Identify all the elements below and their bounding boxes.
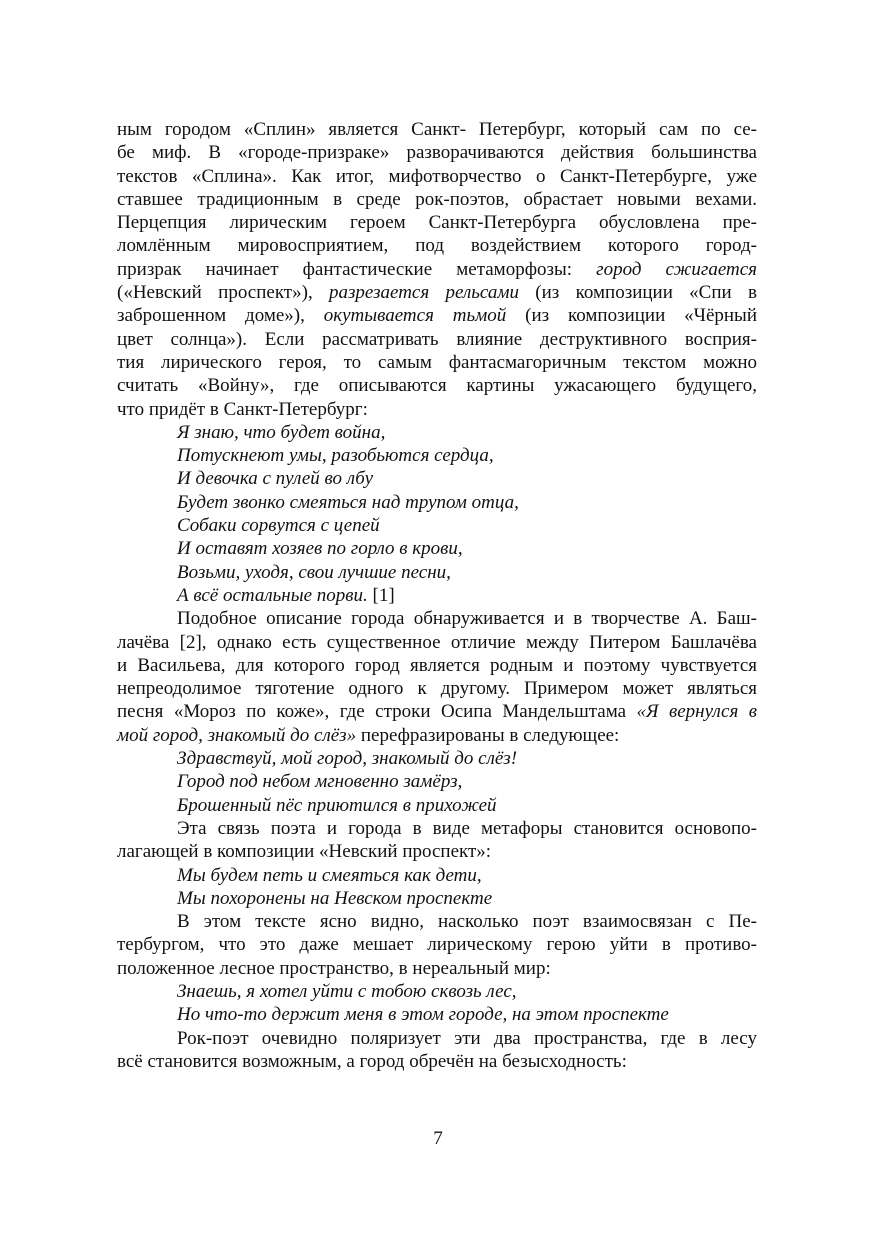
verse-line [177,584,757,607]
text-line: считать «Войну», где описываются картины ужасающего будущего, [117,375,757,397]
verse-line: Возьми, уходя, свои лучшие песни, [177,561,451,583]
text-line: Подобное описание города обнаруживается и в творчестве А. Баш- [177,608,757,630]
text-line: Рок-поэт очевидно поляризует эти два пространства, где в лесу [177,1027,757,1049]
text-span: призрак начинает фантастические метаморфозы: [117,258,597,280]
document-page [117,118,757,1073]
text-line: Перцепция лирическим героем Санкт-Петербурга обусловлена пре- [117,212,757,234]
text-line: текстов «Сплина». Как итог, мифотворчество о Санкт-Петербурге, уже [117,165,757,187]
paragraph-4 [117,910,757,980]
paragraph-1 [117,118,757,421]
text-line: ломлённым мировосприятием, под воздействием которого город- [117,235,757,257]
text-line: В этом тексте ясно видно, насколько поэт взаимосвязан с Пе- [177,911,757,933]
text-span: («Невский проспект»), [117,282,330,304]
italic-quote: «Я вернулся в [636,701,757,723]
verse-block-4 [117,980,757,1027]
verse-line: Собаки сорвутся с цепей [177,515,380,537]
verse-line: Брошенный пёс приютился в прихожей [177,794,497,816]
text-span: (из композиции «Спи в [518,282,757,304]
text-line: что придёт в Санкт-Петербург: [117,398,368,420]
text-span: перефразированы в следующее: [356,724,620,746]
verse-line: Здравствуй, мой город, знакомый до слёз! [177,748,518,770]
italic-quote: мой город, знакомый до слёз» [117,724,357,746]
text-line [117,700,757,723]
verse-line: Мы похоронены на Невском проспекте [177,887,493,909]
text-line: всё становится возможным, а город обречён на безысходность: [117,1050,627,1072]
text-line: непреодолимое тяготение одного к другому. Примером может являться [117,678,757,700]
text-span: (из композиции «Чёрный [506,305,757,327]
text-line: тербургом, что это даже мешает лирическому герою уйти в противо- [117,934,757,956]
text-line: и Васильева, для которого город является родным и поэтому чувствуется [117,654,757,676]
verse-text: А всё остальные порви. [177,584,368,606]
text-line: лагающей в композиции «Невский проспект»: [117,841,492,863]
text-span: песня «Мороз по коже», где строки Осипа Мандельштама [117,701,637,723]
verse-line: И девочка с пулей во лбу [177,468,374,490]
verse-line: Мы будем петь и смеяться как дети, [177,864,482,886]
text-line: цвет солнца»). Если рассматривать влияние деструктивного восприя- [117,328,757,350]
text-line: лачёва [2], однако есть существенное отличие между Питером Башлачёва [117,631,757,653]
paragraph-3 [117,817,757,864]
text-span: заброшенном доме»), [117,305,324,327]
verse-line: Будет звонко смеяться над трупом отца, [177,491,519,513]
text-line: ставшее традиционным в среде рок-поэтов, обрастает новыми вехами. [117,188,757,210]
verse-line: Город под небом мгновенно замёрз, [177,771,463,793]
italic-quote: окутывается тьмой [323,305,507,327]
text-line: тия лирического героя, то самым фантасмагоричным текстом можно [117,351,757,373]
text-line: Эта связь поэта и города в виде метафоры становится основопо- [177,817,757,839]
paragraph-2 [117,607,757,747]
verse-block-3 [117,864,757,911]
text-line: положенное лесное пространство, в нереальный мир: [117,957,551,979]
page-number: 7 [433,1128,443,1149]
text-line: бе миф. В «городе-призраке» разворачиваются действия большинства [117,142,757,164]
italic-quote: разрезается рельсами [329,282,519,304]
citation-ref: [1] [367,584,395,606]
verse-block-2 [117,747,757,817]
text-line [117,724,757,747]
verse-line: Я знаю, что будет война, [177,421,386,443]
verse-line: Но что-то держит меня в этом городе, на этом проспекте [177,1004,669,1026]
italic-quote: город сжигается [596,258,757,280]
paragraph-5 [117,1027,757,1074]
verse-line: Знаешь, я хотел уйти с тобою сквозь лес, [177,980,517,1002]
verse-block-1 [117,421,757,607]
verse-line: И оставят хозяев по горло в крови, [177,538,463,560]
verse-line: Потускнеют умы, разобьются сердца, [177,445,494,467]
text-line: ным городом «Сплин» является Санкт- Петербург, который сам по се- [117,119,757,140]
text-line [117,304,757,327]
text-line [117,281,757,304]
text-line [117,258,757,281]
